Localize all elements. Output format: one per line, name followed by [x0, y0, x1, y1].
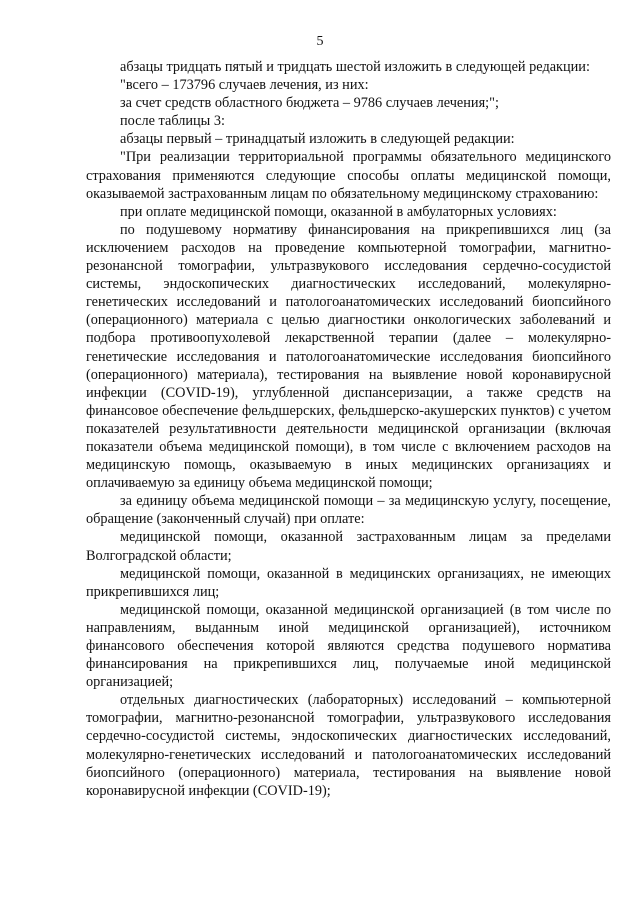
paragraph-6: "При реализации территориальной программы обязательного медицинского страхования применяются следующие способы оплаты медицинской помощи, оказываемой застрахованным лицам по обязательному медицинскому страхованию:: [86, 149, 611, 202]
paragraph-1: абзацы тридцать пятый и тридцать шестой изложить в следующей редакции:: [120, 59, 590, 75]
paragraph-3: за счет средств областного бюджета – 9786 случаев лечения;";: [120, 95, 499, 112]
paragraph-5: абзацы первый – тринадцатый изложить в следующей редакции:: [120, 131, 515, 148]
paragraph-4: после таблицы 3:: [120, 113, 225, 130]
page-number: 5: [316, 34, 324, 49]
paragraph-11: медицинской помощи, оказанной в медицинских организациях, не имеющих прикрепившихся лиц;: [86, 565, 611, 600]
document-body: [86, 58, 611, 800]
paragraph-13: отдельных диагностических (лабораторных) исследований – компьютерной томографии, магнитно-резонансной томографии, ультразвукового исследования сердечно-сосудистой системы, эндоскопических диагностических исследований, молекулярно-генетических исследований и патологоанатомических исследований биопсийного (операционного) материала, тестирования на выявление новой коронавирусной инфекции (COVID-19);: [86, 692, 611, 799]
paragraph-10: медицинской помощи, оказанной застрахованным лицам за пределами Волгоградской области;: [86, 529, 611, 564]
paragraph-8: по подушевому нормативу финансирования на прикрепившихся лиц (за исключением расходов на проведение компьютерной томографии, магнитно-резонансной томографии, ультразвукового исследования сердечно-сосудистой системы, эндоскопических диагностических исследований, молекулярно-генетических исследований и патологоанатомических исследований биопсийного (операционного) материала с целью диагностики онкологических заболеваний и подбора противоопухолевой лекарственной терапии (далее – молекулярно-генетические исследования и патологоанатомические исследования биопсийного (операционного) материала), тестирования на выявление новой коронавирусной инфекции (COVID-19), углубленной диспансеризации, а также средств на финансовое обеспечение фельдшерских, фельдшерско-акушерских пунктов) с учетом показателей результативности деятельности медицинской организации (включая показатели объема медицинской помощи), в том числе с включением расходов на медицинскую помощь, оказываемую в иных медицинских организациях и оплачиваемую за единицу объема медицинской помощи;: [86, 221, 611, 492]
paragraph-12: медицинской помощи, оказанной медицинской организацией (в том числе по направлениям, выданным иной медицинской организацией), источником финансового обеспечения которой являются средства подушевого норматива финансирования на прикрепившихся лиц, получаемые иной медицинской организацией;: [86, 601, 611, 691]
paragraph-2: "всего – 173796 случаев лечения, из них:: [120, 77, 369, 94]
paragraph-9: за единицу объема медицинской помощи – за медицинскую услугу, посещение, обращение (законченный случай) при оплате:: [86, 493, 611, 528]
paragraph-7: при оплате медицинской помощи, оказанной в амбулаторных условиях:: [120, 203, 557, 220]
